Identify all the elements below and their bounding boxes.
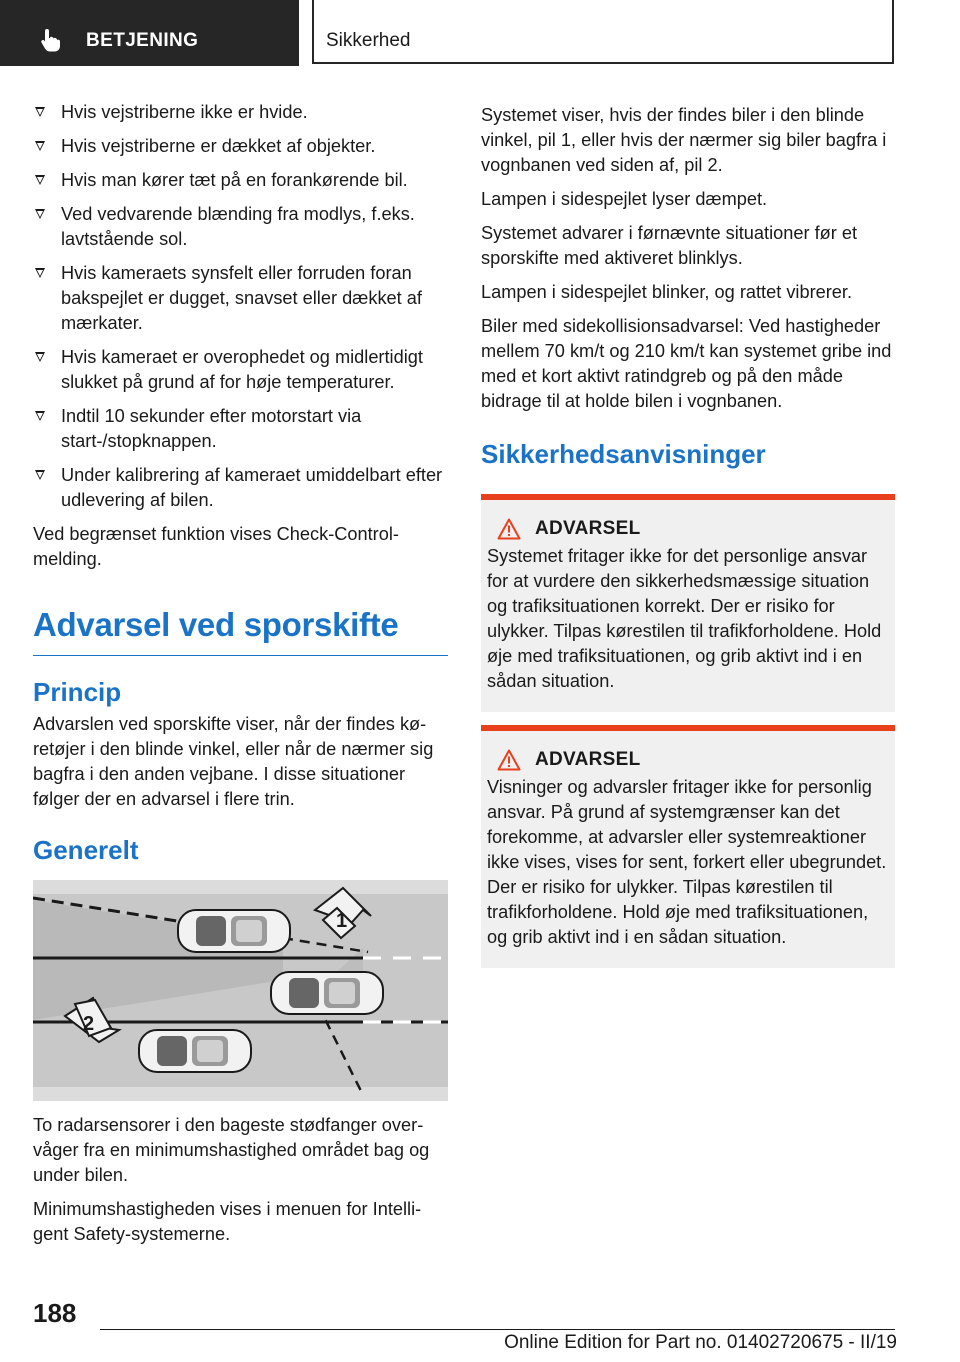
arrow-2-label: 2 (83, 1013, 95, 1035)
lamp-dim-text: Lampen i sidespejlet lyser dæmpet. (481, 189, 768, 209)
section-tab (0, 0, 299, 66)
triangle-bullet-icon (35, 268, 45, 278)
footer-divider (100, 1329, 895, 1330)
page-number: 188 (33, 1298, 77, 1328)
blind-spot-diagram (33, 880, 448, 1101)
triangle-bullet-icon (35, 411, 45, 421)
chapter-tab (312, 0, 894, 64)
list-item: Indtil 10 sekunder efter motorstart via start-/stopknappen. (33, 404, 448, 454)
page-header (0, 0, 960, 66)
left-column (33, 100, 448, 1256)
right-column (481, 103, 895, 981)
section-label: BETJENING (86, 30, 199, 51)
warning-triangle-icon (497, 518, 521, 540)
warning-text: Systemet fritager ikke for det personlige ansvar for at vurdere den sikkerhedsmæssige situation og trafiksituationen korrekt. Der er risiko for ulykker. Tilpas kørestilen til trafikforholdene. Hold øje med trafiksituationen, og grib aktivt ind i en sådan situation. (487, 546, 882, 691)
warning-title-text: ADVARSEL (535, 518, 641, 539)
warning-title (487, 749, 887, 771)
warning-title-text: ADVARSEL (535, 749, 641, 770)
car (271, 972, 383, 1014)
triangle-bullet-icon (35, 209, 45, 219)
warning-box (481, 725, 895, 968)
list-item: Ved vedvarende blænding fra modlys, f.eks. lavtstående sol. (33, 202, 448, 252)
general-heading: Generelt (33, 835, 139, 865)
list-item: Hvis man kører tæt på en forankørende bil. (33, 168, 448, 193)
list-item: Hvis vejstriberne ikke er hvide. (33, 100, 448, 125)
car (178, 910, 290, 952)
principle-heading: Princip (33, 677, 122, 707)
edition-footer: Online Edition for Part no. 01402720675 - II/19 (504, 1332, 897, 1353)
list-item: Hvis vejstriberne er dækket af objekter. (33, 134, 448, 159)
arrow-1-label: 1 (336, 910, 348, 932)
car (139, 1030, 251, 1072)
chapter-label: Sikkerhed (326, 30, 411, 51)
triangle-bullet-icon (35, 175, 45, 185)
lamp-flash-text: Lampen i sidespejlet blinker, og rattet vibrerer. (481, 282, 853, 302)
triangle-bullet-icon (35, 470, 45, 480)
warning-before-text: Systemet advarer i førnævnte situationer før et sporskifte med aktiveret blinklys. (481, 223, 858, 268)
hand-touch-icon (38, 27, 64, 53)
triangle-bullet-icon (35, 107, 45, 117)
principle-text: Advarslen ved sporskifte viser, når der findes køretøjer i den blinde vinkel, eller når de nærmer sig bagfra i den anden vejbane. I disse situationer følger der en advarsel i flere trin. (33, 714, 434, 809)
triangle-bullet-icon (35, 352, 45, 362)
warning-text: Visninger og advarsler fritager ikke for personlig ansvar. På grund af systemgrænser kan det forekomme, at advarsler eller systemreaktioner ikke vises, vises for sent, forkert eller ubegrundet. Der er risiko for ulykker. Tilpas kørestilen til trafikforholdene. Hold øje med trafiksituationen, og grib aktivt ind i en sådan situation. (487, 777, 887, 947)
list-item: Hvis kameraet er overophedet og midlertidigt slukket på grund af for høje temperaturer. (33, 345, 448, 395)
list-item: Hvis kameraets synsfelt eller forruden foran bakspejlet er dugget, snavset eller dækket af mærkater. (33, 261, 448, 336)
display-text: Systemet viser, hvis der findes biler i den blinde vinkel, pil 1, eller hvis der nærmer sig biler bagfra i vognbanen ved siden af, pil 2. (481, 105, 887, 175)
radar-text: To radarsensorer i den bageste stødfanger overvåger fra en minimumshastighed området bag og under bilen. (33, 1115, 430, 1185)
warning-box (481, 494, 895, 712)
min-speed-text: Minimumshastigheden vises i menuen for Intelligent Safety-systemerne. (33, 1199, 422, 1244)
condition-list (33, 100, 448, 513)
triangle-bullet-icon (35, 141, 45, 151)
list-item: Under kalibrering af kameraet umiddelbart efter udlevering af bilen. (33, 463, 448, 513)
safety-heading: Sikkerhedsanvisninger (481, 439, 766, 469)
section-title: Advarsel ved sporskifte (33, 605, 448, 656)
side-collision-text: Biler med sidekollisionsadvarsel: Ved hastigheder mellem 70 km/t og 210 km/t kan systemet gribe ind med et kort aktivt ratindgreb og på den måde bidrage til at holde bilen i vognbanen. (481, 316, 892, 411)
warning-title (487, 518, 887, 540)
check-control-text: Ved begrænset funktion vises Check-Control-melding. (33, 524, 399, 569)
warning-triangle-icon (497, 749, 521, 771)
